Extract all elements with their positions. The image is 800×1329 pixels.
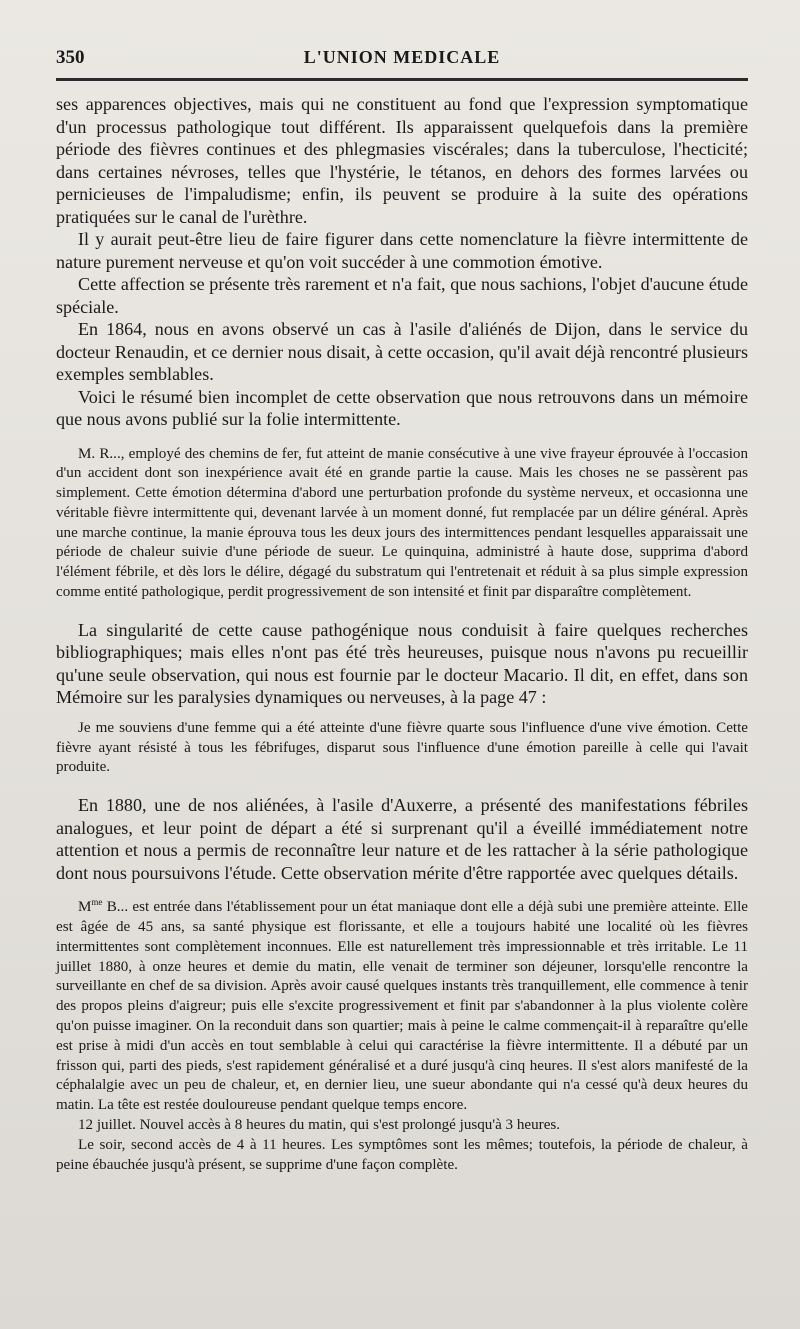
header-rule bbox=[56, 78, 748, 81]
running-title: L'UNION MEDICALE bbox=[303, 47, 501, 67]
paragraph-1: ses apparences objectives, mais qui ne constituent au fond que l'expression symptomatique d'un processus pathologique tout différent. Ils apparaissent quelquefois dans la première période des fièvres continues et des phlegmasies viscérales; dans la tuberculose, l'hecticité; dans certaines névroses, telles que l'hystérie, le tétanos, en dehors des formes larvées ou pernicieuses de l'impaludisme; enfin, ils peuvent se produire à la suite des opérations pratiquées sur le canal de l'urèthre. bbox=[56, 94, 748, 227]
quote-4-text: 12 juillet. Nouvel accès à 8 heures du matin, qui s'est prolongé jusqu'à 3 heures. bbox=[78, 1117, 561, 1134]
quote-3-title-sup: me bbox=[91, 897, 103, 908]
page-header bbox=[56, 44, 748, 74]
body-text-2 bbox=[56, 619, 748, 709]
quote-1-text: M. R..., employé des chemins de fer, fut atteint de manie consécutive à une vive frayeur éprouvée à l'occasion d'un accident dont son inexpérience avait été en grande partie la cause. Mais les choses ne se passèrent pas simplement. Cette émotion détermina d'abord une perturbation profonde du système nerveux, et occasionna une véritable fièvre intermittente qui, devenant larvée à un moment donné, fut remplacée par un délire général. Après une marche continue, la manie éprouva tous les deux jours des intermittences pendant lesquelles apparaissait une période de chaleur suivie d'une période de sueur. Le quinquina, administré à haute dose, supprima d'abord l'élément fébrile, et dès lors le délire, dégagé du substratum qui l'entretenait et réduit à sa plus simple expression comme entité pathologique, perdit progressivement de son intensité et finit par disparaître complètement. bbox=[56, 445, 748, 601]
observation-quote-2 bbox=[56, 898, 748, 1175]
body-text-3 bbox=[56, 794, 748, 884]
body-text-1 bbox=[56, 93, 748, 431]
macario-quote bbox=[56, 719, 748, 778]
paragraph-4: En 1864, nous en avons observé un cas à l'asile d'aliénés de Dijon, dans le service du docteur Renaudin, et ce dernier nous disait, à cette occasion, qu'il avait déjà rencontré plusieurs exemples semblables. bbox=[56, 319, 748, 384]
quote-5-text: Le soir, second accès de 4 à 11 heures. Les symptômes sont les mêmes; toutefois, la période de chaleur, à peine ébauchée jusqu'à présent, se supprime d'une façon complète. bbox=[56, 1136, 748, 1173]
quote-3-text bbox=[56, 898, 748, 1116]
paragraph-3: Cette affection se présente très rarement et n'a fait, que nous sachions, l'objet d'aucune étude spéciale. bbox=[56, 274, 748, 317]
page-number: 350 bbox=[56, 47, 85, 68]
quote-3-title: M bbox=[78, 899, 92, 916]
paragraph-7: En 1880, une de nos aliénées, à l'asile d'Auxerre, a présenté des manifestations fébriles analogues, et leur point de départ a été si surprenant qu'il a éveillé immédiatement notre attention et nous a permis de reconnaître leur nature et de les rattacher à la série pathologique dont nous poursuivons l'étude. Cette observation mérite d'être rapportée avec quelques détails. bbox=[56, 795, 748, 883]
paragraph-5: Voici le résumé bien incomplet de cette observation que nous retrouvons dans un mémoire que nous avons publié sur la folie intermittente. bbox=[56, 386, 748, 429]
quote-3-body: B... est entrée dans l'établissement pour un état maniaque dont elle a déjà subi une première atteinte. Elle est âgée de 45 ans, sa santé physique est florissante, et elle a toujours habité une localité où les fièvres intermittentes sont complètement inconnues. Elle est naturellement très impressionnable et très irritable. Le 11 juillet 1880, à onze heures et demie du matin, elle venait de terminer son déjeuner, lorsqu'elle rencontre la surveillante en chef de sa division. Après avoir causé quelques instants très tranquillement, elle commence à tenir des propos pleins d'aigreur; puis elle s'excite progressivement et finit par s'abandonner à la plus violente colère qu'on puisse imaginer. On la reconduit dans son quartier; mais à peine le calme commençait-il à reparaître qu'elle est prise à midi d'un accès en tout semblable à celui qui caractérise la fièvre intermittente. Il a débuté par un frisson qui, parti des pieds, s'est rapidement généralisé et a duré jusqu'à cinq heures. Il s'est alors manifesté de la céphalalgie avec un peu de chaleur, et, en dernier lieu, une sueur abondante qui n'a cessé qu'à deux heures du matin. La tête est restée douloureuse pendant quelque temps encore. bbox=[56, 899, 748, 1114]
quote-2-text: Je me souviens d'une femme qui a été atteinte d'une fièvre quarte sous l'influence d'une vive émotion. Cette fièvre ayant résisté à tous les fébrifuges, disparut sous l'influence d'une émotion pareille à celle qui l'avait produite. bbox=[56, 719, 748, 776]
paragraph-2: Il y aurait peut-être lieu de faire figurer dans cette nomenclature la fièvre intermittente de nature purement nerveuse et qu'on voit succéder à une commotion émotive. bbox=[56, 229, 748, 272]
paragraph-6: La singularité de cette cause pathogénique nous conduisit à faire quelques recherches bibliographiques; mais elles n'ont pas été très heureuses, puisque nous n'avons pu recueillir qu'une seule observation, qui nous est fournie par le docteur Macario. Il dit, en effet, dans son Mémoire sur les paralysies dynamiques ou nerveuses, à la page 47 : bbox=[56, 619, 748, 708]
observation-quote-1 bbox=[56, 445, 748, 603]
